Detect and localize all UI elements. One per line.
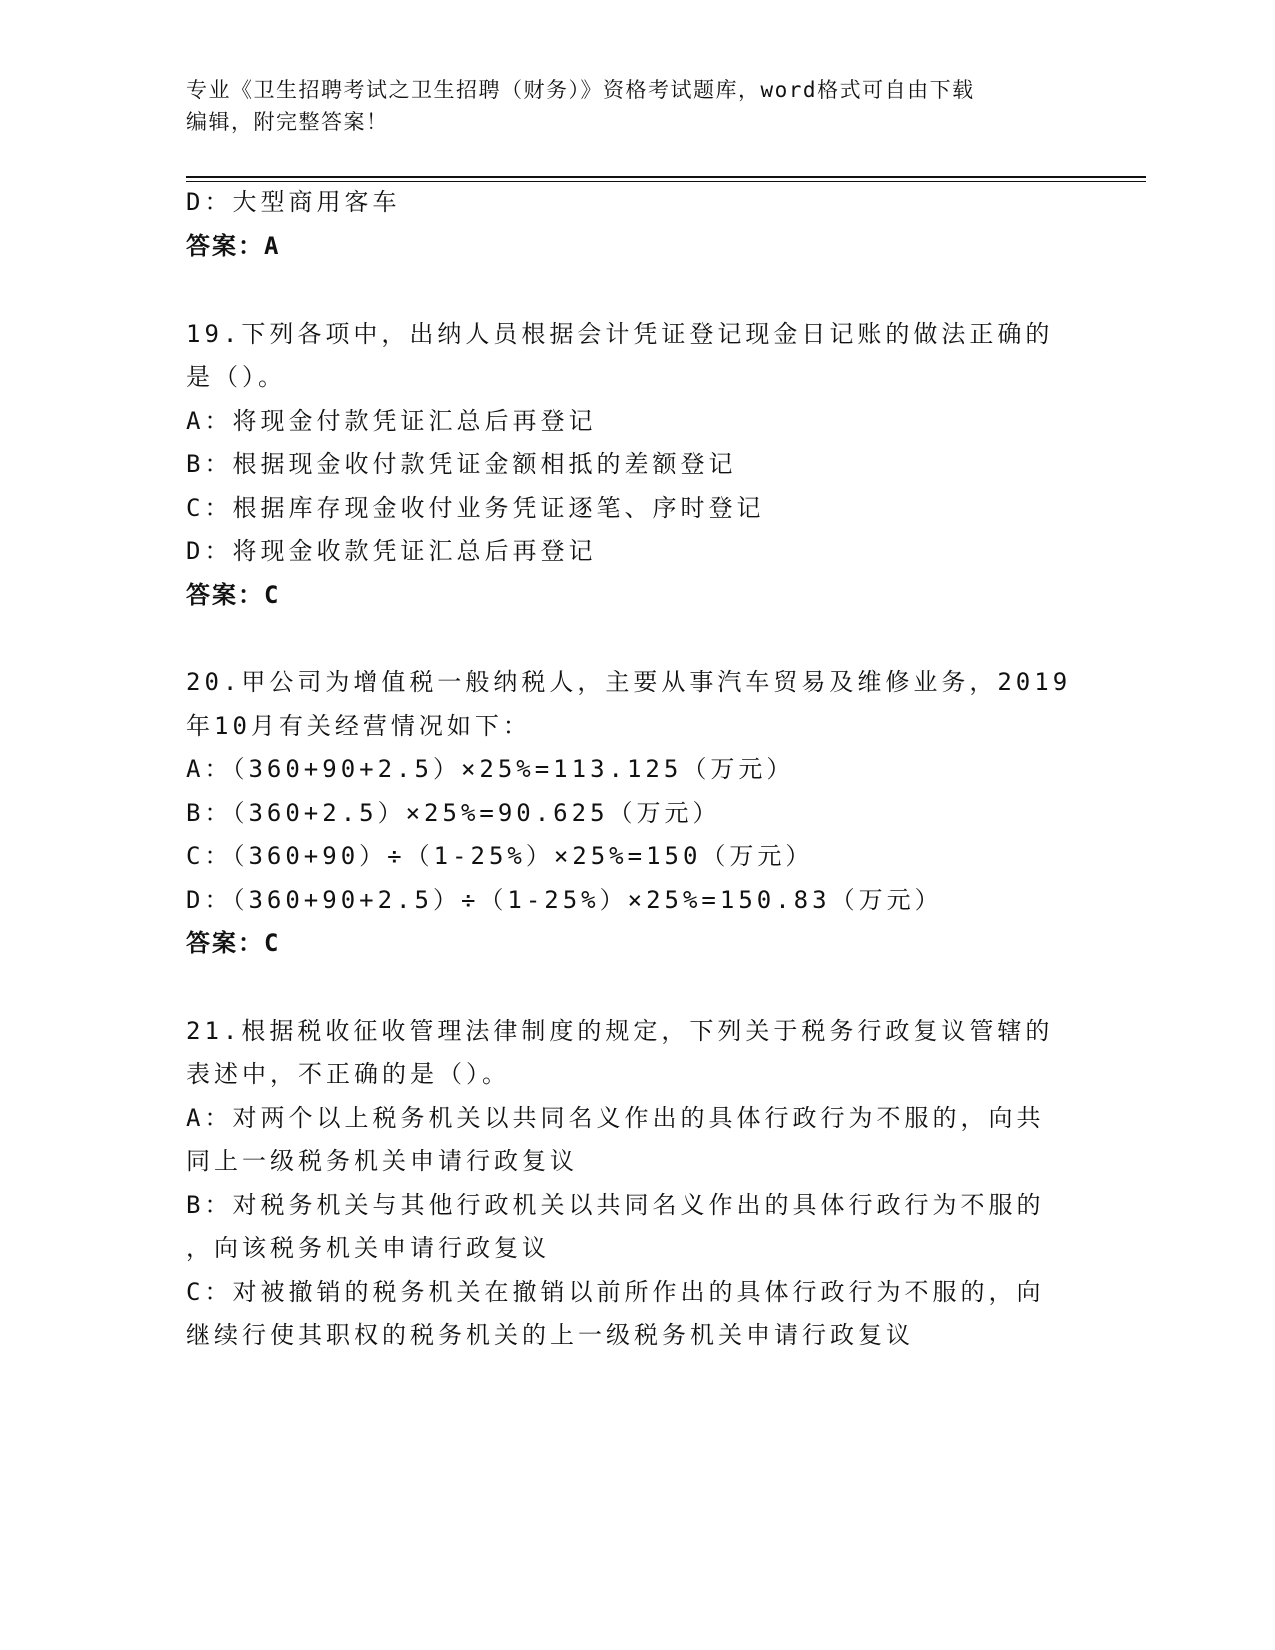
q21-option-a-line-2: 同上一级税务机关申请行政复议 bbox=[186, 1147, 578, 1175]
q20-stem-line-1: 20.甲公司为增值税一般纳税人，主要从事汽车贸易及维修业务，2019 bbox=[186, 668, 1072, 696]
header-line-2: 编辑，附完整答案！ bbox=[186, 110, 389, 134]
q20-option-b: B：（360+2.5）×25%=90.625（万元） bbox=[186, 799, 721, 827]
q21-stem-line-2: 表述中，不正确的是（）。 bbox=[186, 1060, 510, 1088]
q20-option-c: C：（360+90）÷（1-25%）×25%=150（万元） bbox=[186, 842, 814, 870]
q20-stem-line-2: 年10月有关经营情况如下： bbox=[186, 712, 531, 740]
q19-stem-line-1: 19.下列各项中，出纳人员根据会计凭证登记现金日记账的做法正确的 bbox=[186, 320, 1054, 348]
q21-option-b-line-1: B：对税务机关与其他行政机关以共同名义作出的具体行政行为不服的 bbox=[186, 1191, 1045, 1219]
q19-option-d: D：将现金收款凭证汇总后再登记 bbox=[186, 537, 597, 565]
q18-answer: 答案：A bbox=[186, 232, 281, 260]
q20-answer: 答案：C bbox=[186, 929, 281, 957]
q19-option-c: C：根据库存现金收付业务凭证逐笔、序时登记 bbox=[186, 494, 765, 522]
header-divider-thin bbox=[186, 181, 1146, 182]
q18-option-d: D：大型商用客车 bbox=[186, 188, 401, 216]
q21-option-c-line-1: C：对被撤销的税务机关在撤销以前所作出的具体行政行为不服的，向 bbox=[186, 1278, 1045, 1306]
header-line-1: 专业《卫生招聘考试之卫生招聘（财务）》资格考试题库，word格式可自由下载 bbox=[186, 78, 975, 102]
q21-stem-line-1: 21.根据税收征收管理法律制度的规定，下列关于税务行政复议管辖的 bbox=[186, 1017, 1054, 1045]
q19-option-b: B：根据现金收付款凭证金额相抵的差额登记 bbox=[186, 450, 737, 478]
q19-answer: 答案：C bbox=[186, 581, 281, 609]
q19-stem-line-2: 是（）。 bbox=[186, 363, 286, 391]
document-header bbox=[186, 74, 1076, 138]
q19-option-a: A：将现金付款凭证汇总后再登记 bbox=[186, 407, 597, 435]
q21-option-a-line-1: A：对两个以上税务机关以共同名义作出的具体行政行为不服的，向共 bbox=[186, 1104, 1045, 1132]
q20-option-d: D：（360+90+2.5）÷（1-25%）×25%=150.83（万元） bbox=[186, 886, 943, 914]
q21-option-b-line-2: ，向该税务机关申请行政复议 bbox=[186, 1234, 550, 1262]
q20-option-a: A：（360+90+2.5）×25%=113.125（万元） bbox=[186, 755, 795, 783]
header-divider-thick bbox=[186, 176, 1146, 178]
q21-option-c-line-2: 继续行使其职权的税务机关的上一级税务机关申请行政复议 bbox=[186, 1321, 914, 1349]
